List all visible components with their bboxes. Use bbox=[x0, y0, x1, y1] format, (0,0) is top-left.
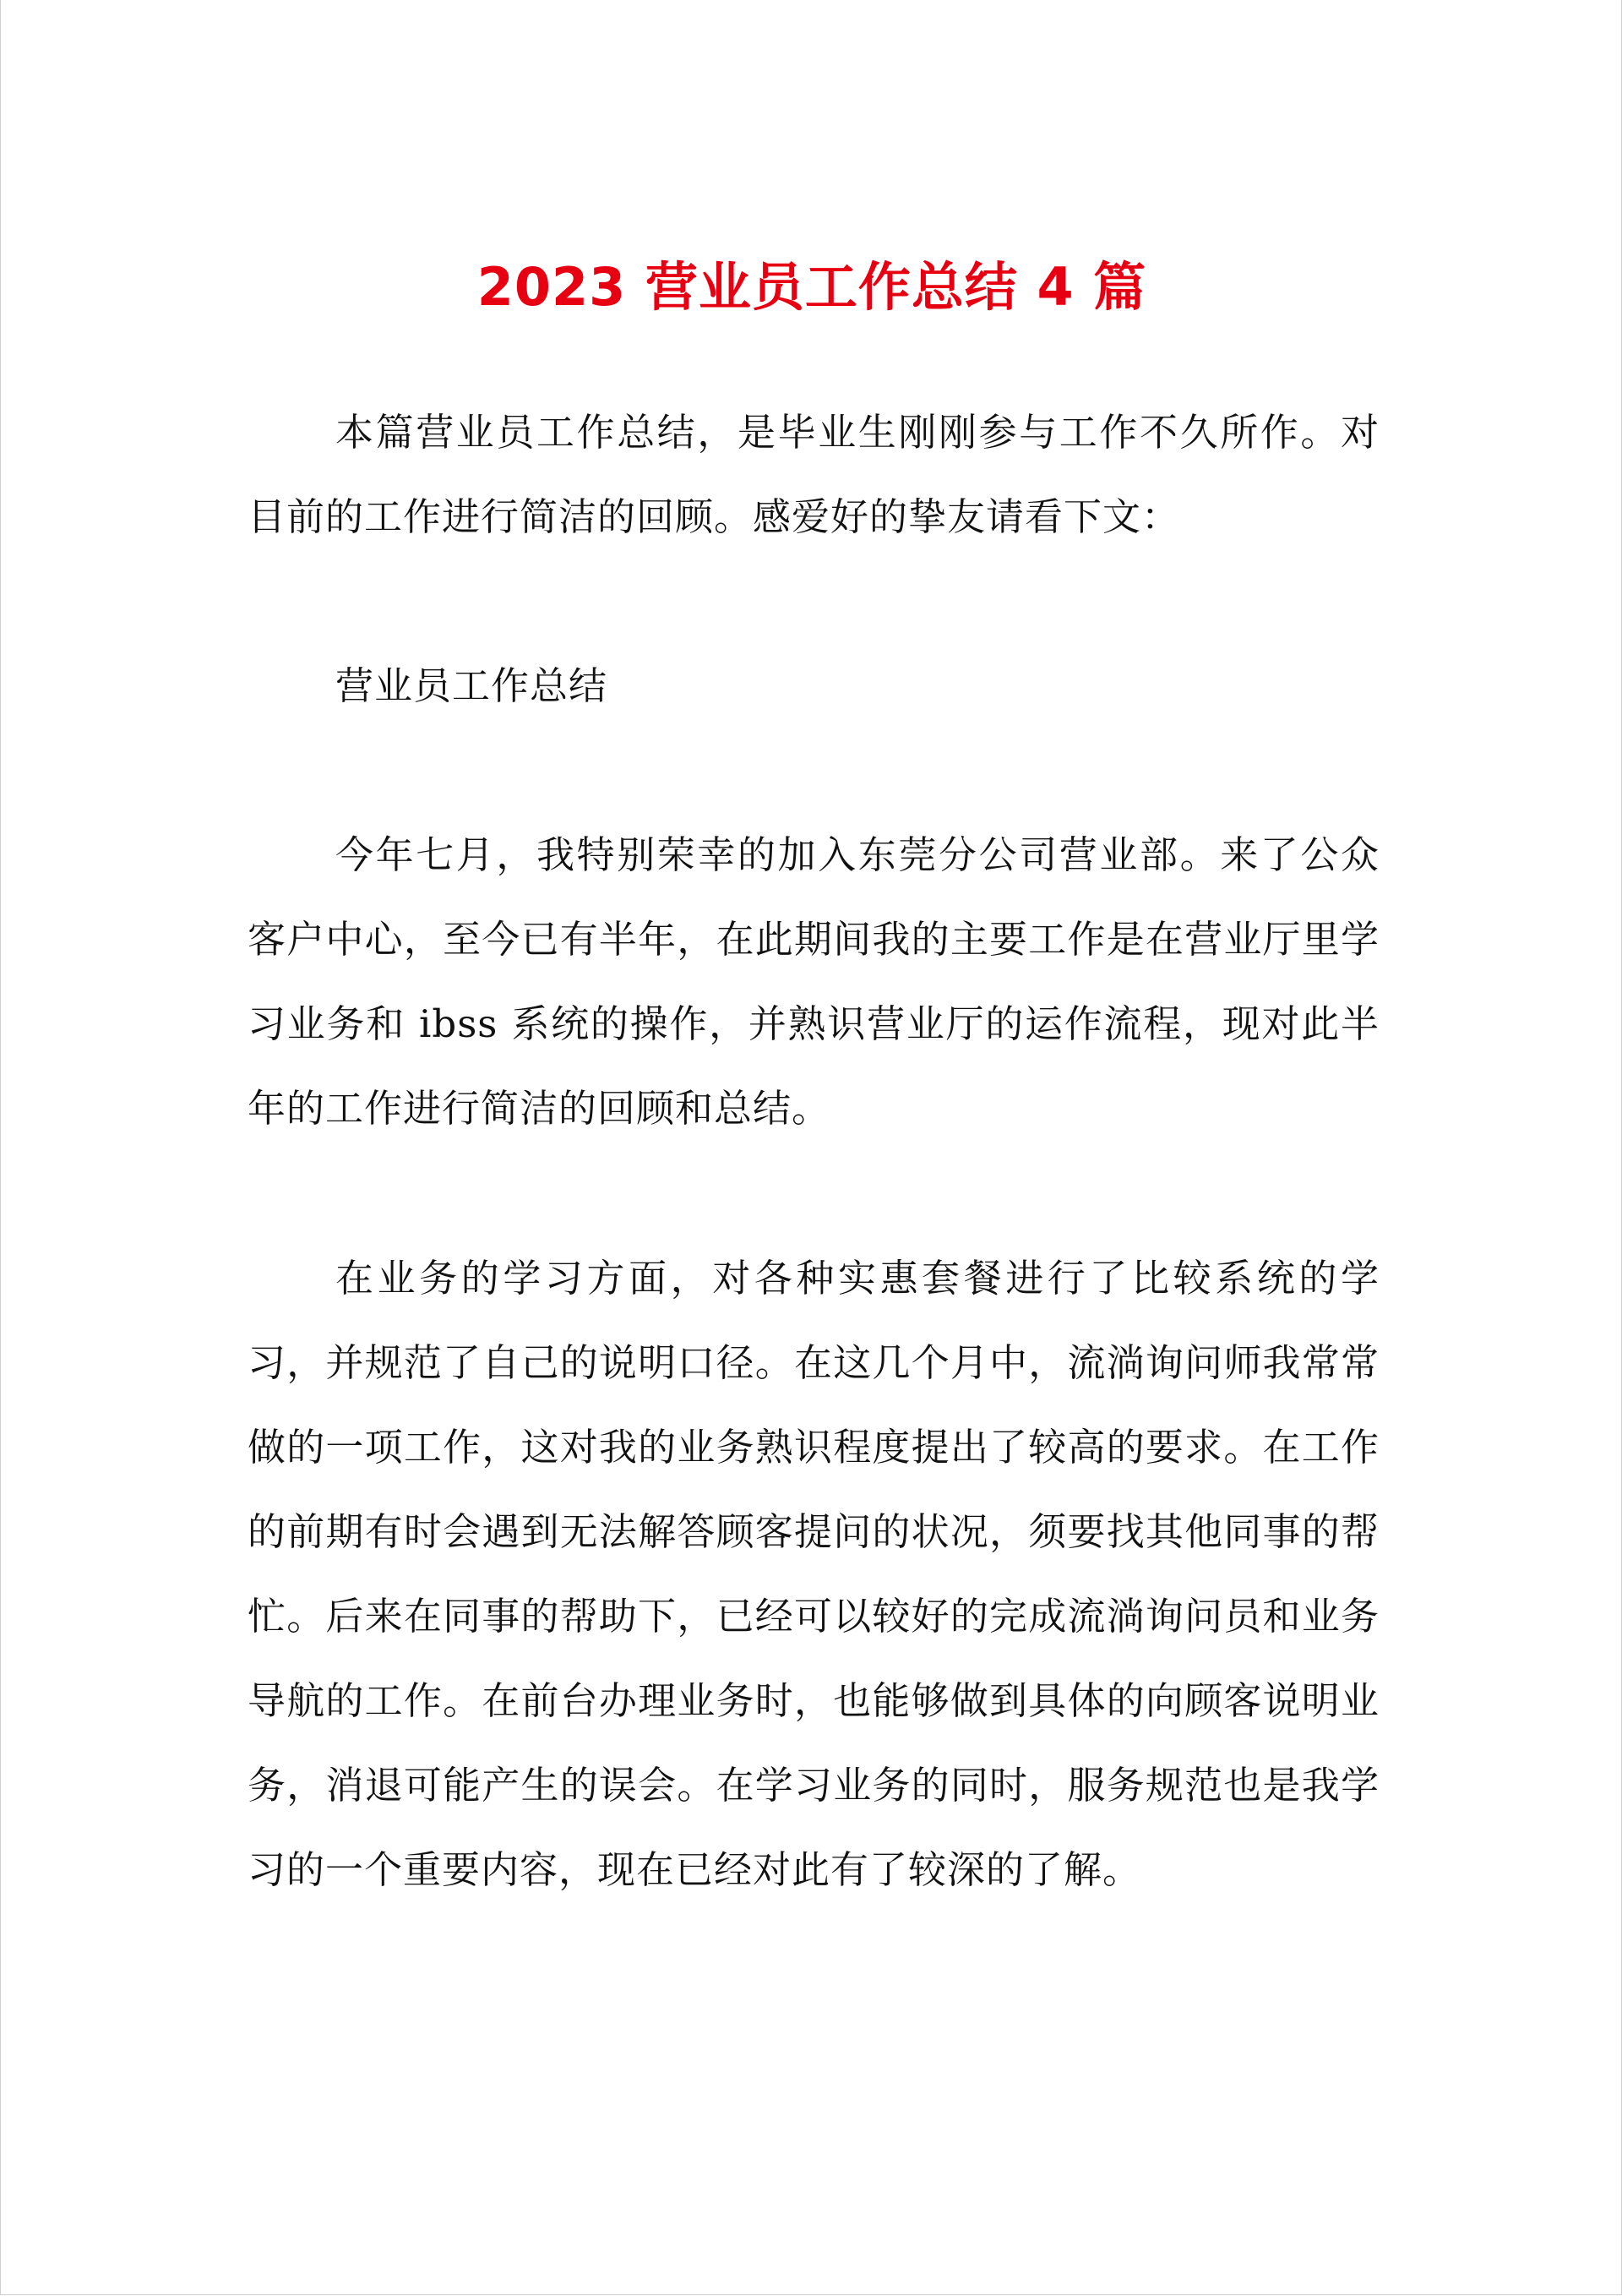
section-heading: 营业员工作总结 bbox=[335, 663, 608, 708]
body-paragraph-1: 今年七月，我特别荣幸的加入东莞分公司营业部。来了公众客户中心，至今已有半年，在此期间我的主要工作是在营业厅里学习业务和 ibss 系统的操作，并熟识营业厅的运作流程，现对此半年的工作进行简洁的回顾和总结。 bbox=[248, 832, 1380, 1131]
body-paragraph-2: 在业务的学习方面，对各种实惠套餐进行了比较系统的学习，并规范了自己的说明口径。在这几个月中，流淌询问师我常常做的一项工作，这对我的业务熟识程度提出了较高的要求。在工作的前期有时会遇到无法解答顾客提问的状况，须要找其他同事的帮忙。后来在同事的帮助下，已经可以较好的完成流淌询问员和业务导航的工作。在前台办理业务时，也能够做到具体的向顾客说明业务，消退可能产生的误会。在学习业务的同时，服务规范也是我学习的一个重要内容，现在已经对此有了较深的了解。 bbox=[248, 1256, 1380, 1892]
document-title: 2023 营业员工作总结 4 篇 bbox=[476, 256, 1147, 318]
intro-paragraph: 本篇营业员工作总结，是毕业生刚刚参与工作不久所作。对目前的工作进行简洁的回顾。感爱好的挚友请看下文： bbox=[248, 410, 1380, 539]
